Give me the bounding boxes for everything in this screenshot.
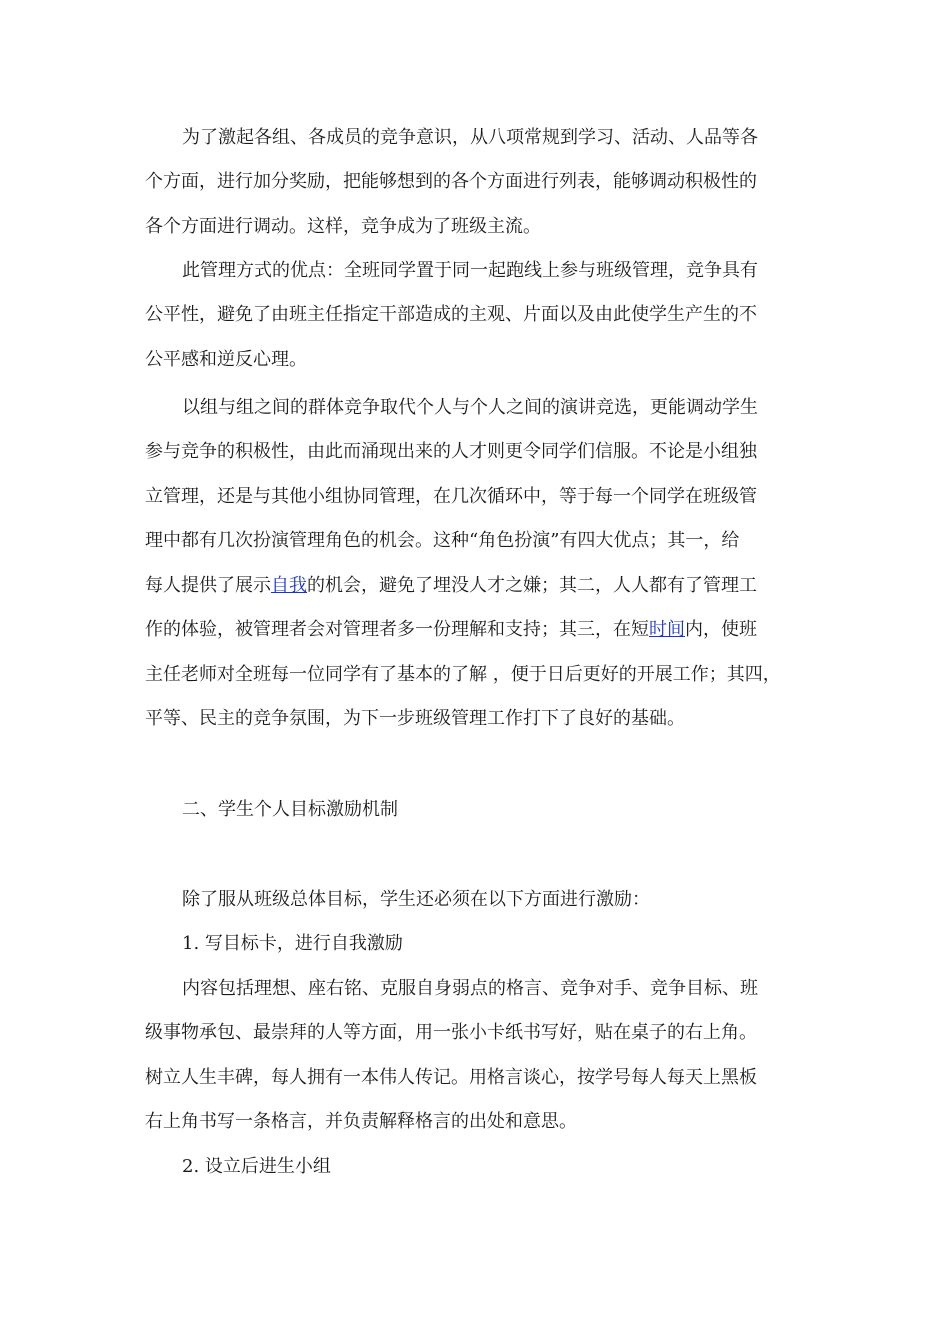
item-1-line-2: 级事物承包、最崇拜的人等方面，用一张小卡纸书写好，贴在桌子的右上角。 [145,1022,757,1043]
item-1-line-4: 右上角书写一条格言，并负责解释格言的出处和意思。 [145,1111,577,1132]
item-1-line-1: 内容包括理想、座右铭、克服自身弱点的格言、竞争对手、竞争目标、班 [182,978,758,999]
paragraph-3-line-8: 平等、民主的竞争氛围，为下一步班级管理工作打下了良好的基础。 [145,708,685,729]
section-heading: 二、学生个人目标激励机制 [182,799,398,820]
intro-text: 除了服从班级总体目标，学生还必须在以下方面进行激励： [182,889,650,910]
paragraph-3-line-5 [145,573,757,599]
item-2-title: 2. 设立后进生小组 [182,1156,331,1177]
paragraph-1-line-3: 各个方面进行调动。这样，竞争成为了班级主流。 [145,216,541,237]
paragraph-1-line-2: 个方面，进行加分奖励，把能够想到的各个方面进行列表，能够调动积极性的 [145,171,757,192]
paragraph-3-line-3: 立管理，还是与其他小组协同管理，在几次循环中，等于每一个同学在班级管 [145,486,757,507]
item-1-line-3: 树立人生丰碑，每人拥有一本伟人传记。用格言谈心，按学号每人每天上黑板 [145,1067,757,1088]
paragraph-2-line-1: 此管理方式的优点：全班同学置于同一起跑线上参与班级管理，竞争具有 [182,260,758,281]
paragraph-3-line-5-text-a: 每人提供了展示 [145,575,271,596]
time-link[interactable]: 时间 [649,619,685,640]
paragraph-3-line-2: 参与竞争的积极性，由此而涌现出来的人才则更令同学们信服。不论是小组独 [145,441,757,462]
item-1-title: 1. 写目标卡，进行自我激励 [182,933,403,954]
paragraph-3-line-6-text-b: 内，使班 [685,619,757,640]
paragraph-2-line-2: 公平性，避免了由班主任指定干部造成的主观、片面以及由此使学生产生的不 [145,304,757,325]
self-link[interactable]: 自我 [271,575,307,596]
paragraph-3-line-5-text-b: 的机会，避免了埋没人才之嫌；其二，人人都有了管理工 [307,575,757,596]
paragraph-2-line-3: 公平感和逆反心理。 [145,349,307,370]
paragraph-3-line-4: 理中都有几次扮演管理角色的机会。这种“角色扮演”有四大优点；其一，给 [145,530,740,551]
paragraph-3-line-6 [145,617,757,643]
paragraph-3-line-7: 主任老师对全班每一位同学有了基本的了解 ，便于日后更好的开展工作；其四， [145,664,781,685]
paragraph-1-line-1: 为了激起各组、各成员的竞争意识，从八项常规到学习、活动、人品等各 [182,127,758,148]
paragraph-3-line-1: 以组与组之间的群体竞争取代个人与个人之间的演讲竞选，更能调动学生 [182,397,758,418]
paragraph-3-line-6-text-a: 作的体验，被管理者会对管理者多一份理解和支持；其三，在短 [145,619,649,640]
